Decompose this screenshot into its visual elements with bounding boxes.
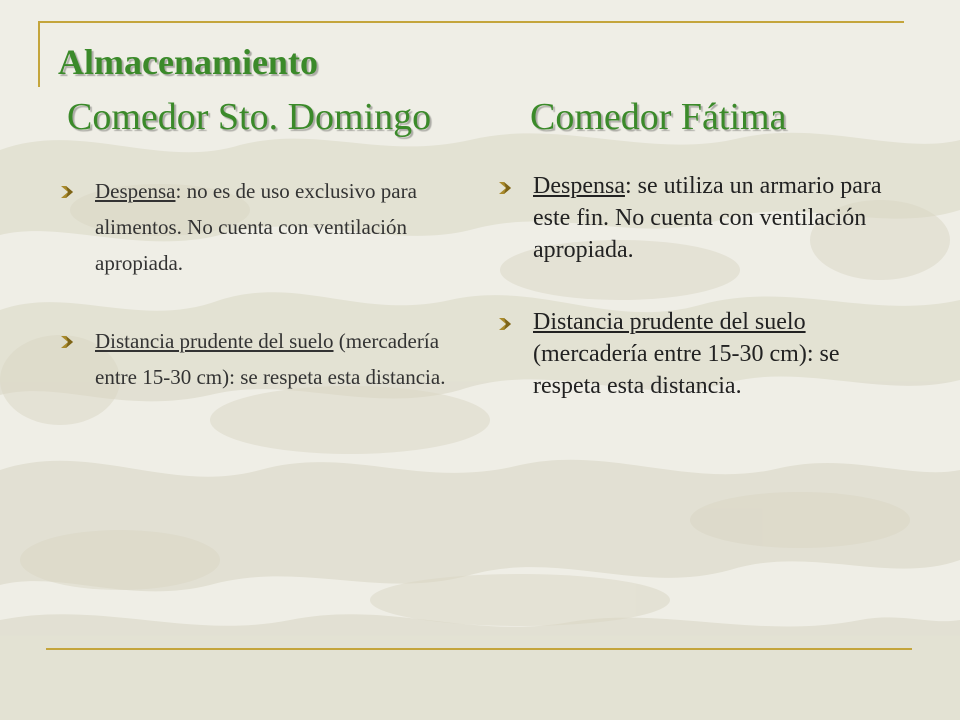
- item-text: (mercadería entre 15-30 cm): se respeta esta distancia.: [533, 341, 840, 399]
- item-label: Distancia prudente del suelo: [95, 329, 334, 353]
- left-bullet-item: [60, 173, 460, 281]
- bottom-rule: [46, 648, 912, 650]
- item-text: : se utiliza un armario para este fin. No cuenta con ventilación apropiada.: [533, 173, 882, 263]
- right-column: [498, 170, 898, 402]
- left-column: [60, 173, 460, 395]
- chevron-right-bullet-icon: [60, 185, 74, 199]
- item-label: Despensa: [95, 179, 176, 203]
- left-column-header: Comedor Sto. Domingo: [67, 96, 432, 138]
- chevron-right-bullet-icon: [498, 317, 512, 331]
- item-label: Distancia prudente del suelo: [533, 309, 806, 335]
- right-column-header: Comedor Fátima: [530, 96, 787, 138]
- right-bullet-item: [498, 170, 898, 266]
- item-label: Despensa: [533, 173, 625, 199]
- left-bullet-item: [60, 323, 460, 395]
- chevron-right-bullet-icon: [60, 335, 74, 349]
- chevron-right-bullet-icon: [498, 181, 512, 195]
- item-text: (mercadería entre 15-30 cm): se respeta esta distancia.: [95, 329, 446, 389]
- item-text: : no es de uso exclusivo para alimentos. No cuenta con ventilación apropiada.: [95, 179, 417, 275]
- top-rule: [38, 21, 904, 23]
- slide-title: Almacenamiento: [58, 42, 318, 82]
- right-bullet-item: [498, 306, 898, 402]
- left-rule: [38, 21, 40, 87]
